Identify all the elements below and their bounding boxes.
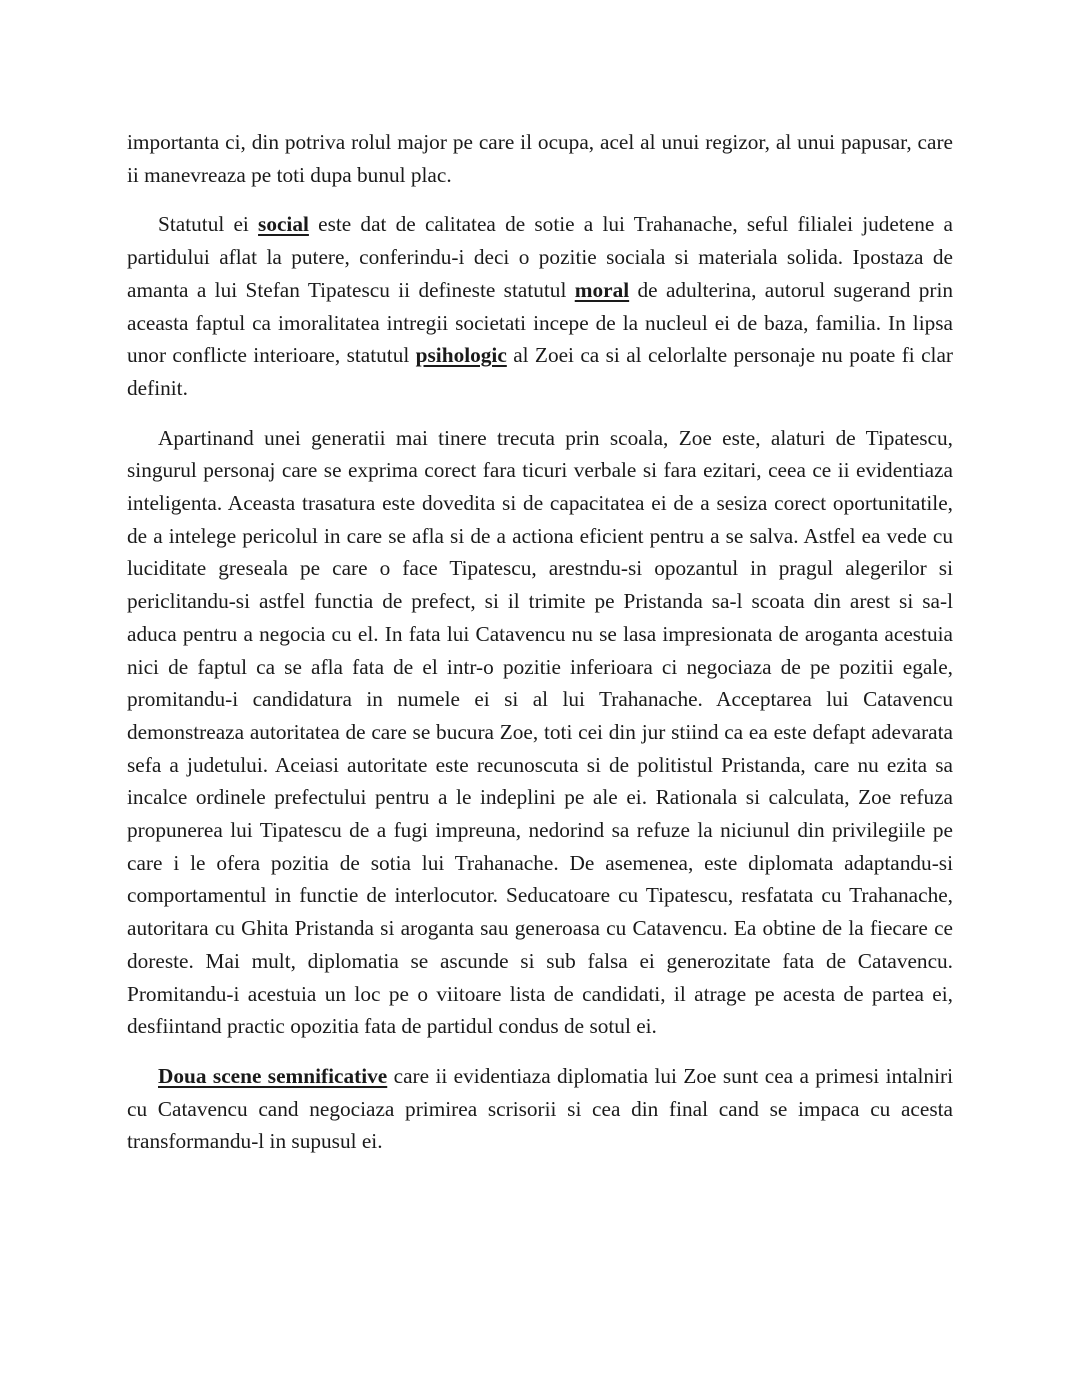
paragraph-1 <box>127 126 953 191</box>
paragraph-2-text-3: de adulterina, autorul sugerand prin aceasta faptul ca imoralitatea intregii societati incepe de la nucleul ei de baza, familia. In lipsa unor conflicte interioare, statutul <box>127 277 954 368</box>
paragraph-4-text: care ii evidentiaza diplomatia lui Zoe sunt cea a primesi intalniri cu Catavencu cand negociaza primirea scrisorii si cea din final cand se impaca cu acesta transformandu-l in supusul ei. <box>127 1063 954 1154</box>
paragraph-2-text-1: Statutul ei <box>158 212 259 237</box>
document-body <box>127 126 953 1175</box>
keyword-doua-scene-semnificative: Doua scene semnificative <box>158 1063 388 1088</box>
paragraph-3 <box>127 422 953 1043</box>
paragraph-4 <box>127 1060 953 1158</box>
keyword-moral: moral <box>574 277 630 302</box>
paragraph-2-text-4: al Zoei ca si al celorlalte personaje nu poate fi clar definit. <box>127 343 953 400</box>
paragraph-1-text: importanta ci, din potriva rolul major pe care il ocupa, acel al unui regizor, al unui papusar, care ii manevreaza pe toti dupa bunul plac. <box>127 130 953 187</box>
paragraph-2-text-2: este dat de calitatea de sotie a lui Trahanache, seful filialei judetene a partidului aflat la putere, conferindu-i deci o pozitie sociala si materiala solida. Ipostaza de amanta a lui Stefan Tipatescu ii defineste statutul <box>127 212 954 302</box>
paragraph-2 <box>127 208 953 404</box>
paragraph-3-text: Apartinand unei generatii mai tinere trecuta prin scoala, Zoe este, alaturi de Tipatescu, singurul personaj care se exprima corect fara ticuri verbale si fara ezitari, ceea ce ii evidentiaza inteligenta. Aceasta trasatura este dovedita si de capacitatea ei de a sesiza corect oportunitatile, de a intelege pericolul in care se afla si de a actiona eficient pentru a se salva. Astfel ea vede cu luciditate greseala pe care o face Tipatescu, arestndu-si opozantul in pragul alegerilor si periclitandu-si astfel functia de prefect, si il trimite pe Pristanda sa-l scoata din arest si sa-l aduca pentru a negocia cu el. In fata lui Catavencu nu se lasa impresionata de aroganta acestuia nici de faptul ca se afla fata de el intr-o pozitie inferioara ci negociaza de pe pozitii egale, promitandu-i candidatura in numele ei si al lui Trahanache. Acceptarea lui Catavencu demonstreaza autoritatea de care se bucura Zoe, toti cei din jur stiind ca ea este defapt adevarata sefa a judetului. Aceiasi autoritate este recunoscuta si de politistul Pristanda, care nu ezita sa incalce ordinele prefectului pentru a le indeplini pe ale ei. Rationala si calculata, Zoe refuza propunerea lui Tipatescu de a fugi impreuna, nedorind sa refuze la niciunul din privilegiile pe care i le ofera pozitia de sotia lui Trahanache. De asemenea, este diplomata adaptandu-si comportamentul in functie de interlocutor. Seducatoare cu Tipatescu, resfatata cu Trahanache, autoritara cu Ghita Pristanda si aroganta sau generoasa cu Catavencu. Ea obtine de la fiecare ce doreste. Mai mult, diplomatia se ascunde si sub falsa ei generozitate fata de Catavencu. Promitandu-i acestuia un loc pe o viitoare lista de candidati, il atrage pe acesta de partea ei, desfiintand practic opozitia fata de partidul condus de sotul ei. <box>127 425 953 1039</box>
keyword-social: social <box>258 212 309 237</box>
keyword-psihologic: psihologic <box>415 343 507 368</box>
